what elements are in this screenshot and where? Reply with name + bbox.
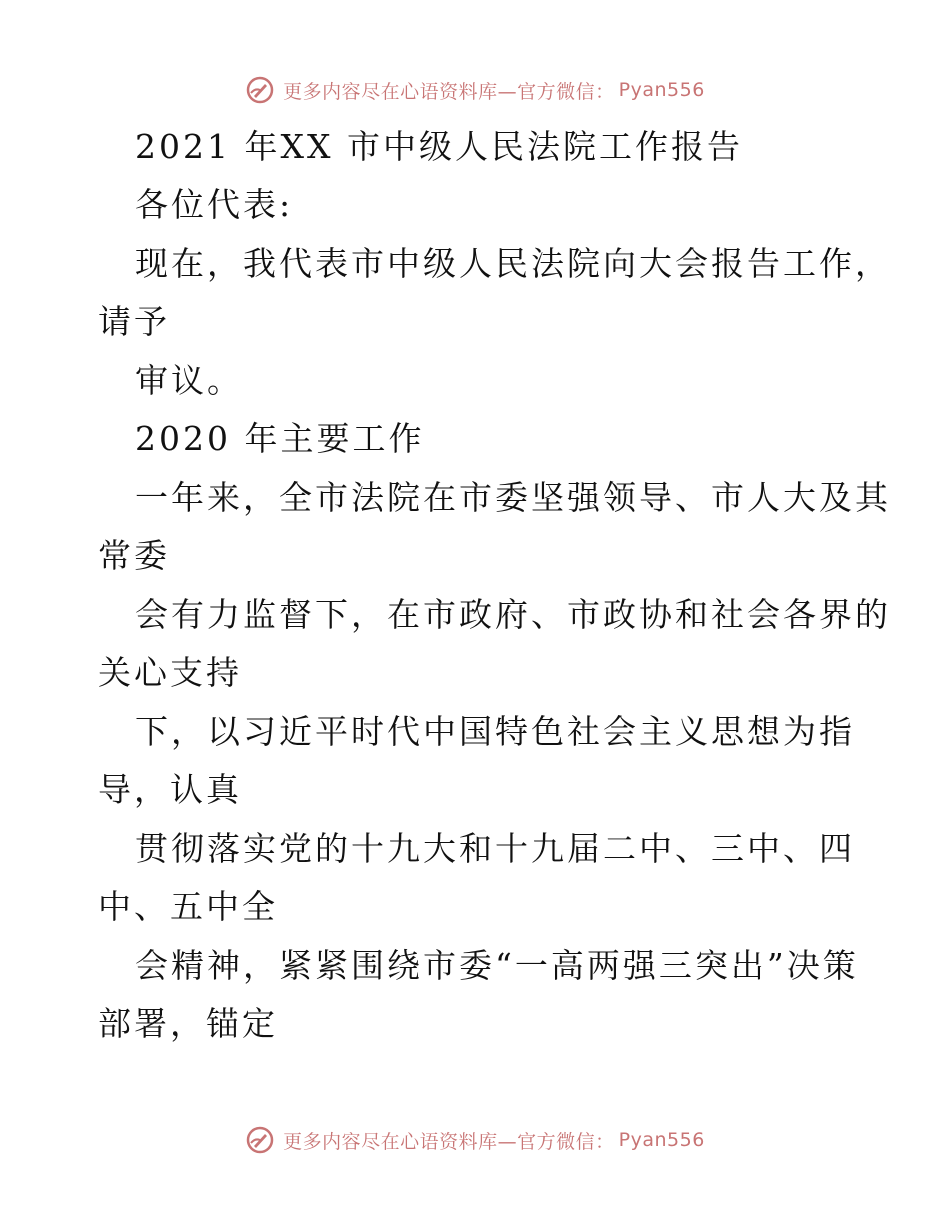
paragraph-line: 下，以习近平时代中国特色社会主义思想为指 <box>135 712 855 751</box>
watermark-wechat-id: Pyan556 <box>618 1129 705 1151</box>
paragraph-line: 现在，我代表市中级人民法院向大会报告工作， <box>135 244 891 283</box>
watermark-text: 更多内容尽在心语资料库—官方微信： <box>283 1130 615 1153</box>
paragraph-line: 关心支持 <box>98 653 242 692</box>
section-heading: 2020 年主要工作 <box>135 419 425 458</box>
paragraph-line: 会有力监督下，在市政府、市政协和社会各界的 <box>135 595 891 634</box>
paragraph-line: 部署，锚定 <box>98 1004 278 1043</box>
watermark-footer <box>0 1120 950 1160</box>
paragraph-line: 常委 <box>98 536 170 575</box>
watermark-text: 更多内容尽在心语资料库—官方微信： <box>283 80 615 103</box>
paragraph-line: 导，认真 <box>98 770 242 809</box>
paragraph-line: 审议。 <box>135 361 243 400</box>
paragraph-line: 一年来，全市法院在市委坚强领导、市人大及其 <box>135 478 891 517</box>
paragraph-line: 贯彻落实党的十九大和十九届二中、三中、四 <box>135 829 855 868</box>
paragraph-line: 请予 <box>98 302 170 341</box>
salutation: 各位代表: <box>135 185 294 224</box>
paragraph-line: 会精神，紧紧围绕市委“一高两强三突出”决策 <box>135 946 859 985</box>
paragraph-line: 中、五中全 <box>98 887 278 926</box>
watermark-header <box>0 70 950 110</box>
document-title: 2021 年XX 市中级人民法院工作报告 <box>135 127 743 166</box>
pen-logo-icon <box>245 75 275 105</box>
pen-logo-icon <box>245 1125 275 1155</box>
watermark-wechat-id: Pyan556 <box>618 79 705 101</box>
